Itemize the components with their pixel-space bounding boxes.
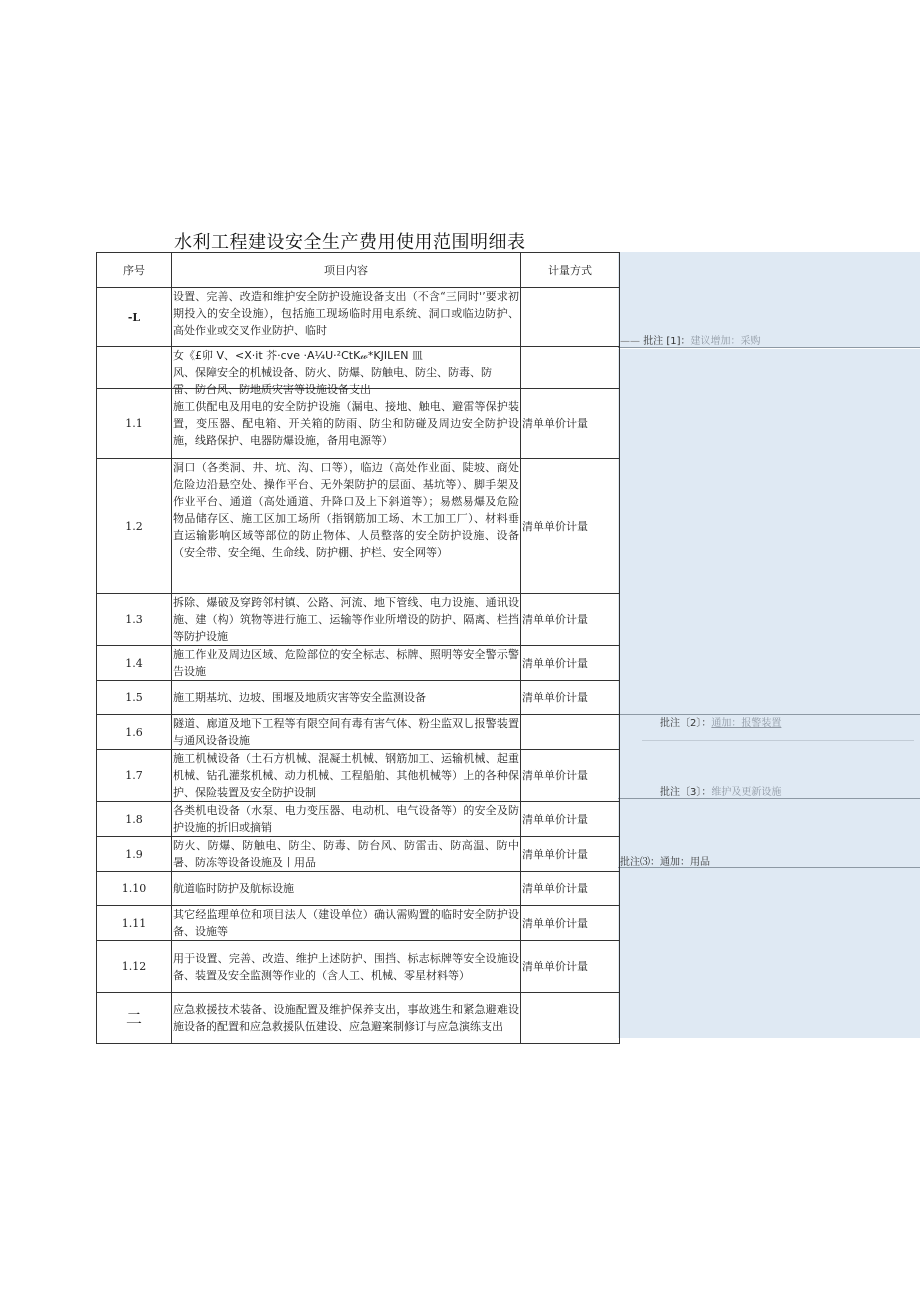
row-item: 防火、防爆、防触电、防尘、防毒、防台风、防雷击、防高温、防中暑、防冻等设备设施及丨用品 <box>172 837 521 872</box>
section-two-row <box>97 993 620 1044</box>
page-title: 水利工程建设安全生产费用使用范围明细表 <box>174 232 526 253</box>
row-seq: 1.12 <box>97 941 172 993</box>
table-row <box>97 389 620 459</box>
garbled-row <box>97 347 620 389</box>
section-two-unit <box>521 993 620 1044</box>
row-item: 洞口（各类洞、井、坑、沟、口等），临边（高处作业面、陡坡、商处危险边沿悬空处、操作平台、无外架防护的层面、基坑等）、脚手架及作业平台、通道（高处通道、升降口及上下斜道等）；易燃易爆及危险物品储存区、施工区加工场所（指钢筋加工场、木工加工厂）、材料垂直运输影响区域等部位的防止物体、人员整落的安全防护设施、设备（安全带、安全绳、生命线、防护棚、护栏、安全网等） <box>172 459 521 594</box>
row-item: 拆除、爆破及穿跨邻村镇、公路、河流、地下管线、电力设施、通讯设施、建（构）筑物等进行施工、运输等作业所增设的防护、隔离、栏挡等防护设施 <box>172 594 521 646</box>
row-seq: 1.10 <box>97 872 172 906</box>
table-row <box>97 872 620 906</box>
header-seq: 序号 <box>97 253 172 288</box>
section-one-row <box>97 288 620 347</box>
row-unit: 清单单价计量 <box>521 389 620 459</box>
row-unit: 清单单价计量 <box>521 646 620 681</box>
comment-1-connector <box>618 347 920 348</box>
comment-3-connector <box>618 798 920 799</box>
row-seq: 1.11 <box>97 906 172 941</box>
row-item: 施工供配电及用电的安全防护设施（漏电、接地、触电、避雷等保护装置，变压器、配电箱、开关箱的防雨、防尘和防碰及周边安全防护设施，线路保护、电器防爆设施，备用电源等） <box>172 389 521 459</box>
garbled-seq <box>97 347 172 389</box>
section-one-item: 设置、完善、改造和维护安全防护设施设备支出（不含“三同时'’要求初期投入的安全设施），包括施工现场临时用电系统、洞口或临边防护、高处作业或交叉作业防护、临时 <box>172 288 521 347</box>
row-unit <box>521 715 620 750</box>
garbled-line-2: 风、保障安全的机械设备、防火、防爆、防触电、防尘、防毒、防 <box>173 366 492 379</box>
row-item: 其它经监理单位和项目法人（建设单位）确认需购置的临时安全防护设备、设施等 <box>172 906 521 941</box>
table-row <box>97 802 620 837</box>
row-item: 施工机械设备（土石方机械、混凝土机械、钢筋加工、运输机械、起重机械、钻孔灌浆机械、动力机械、工程船舶、其他机械等）上的各种保护、保险装置及安全防护设制 <box>172 750 521 802</box>
table-row <box>97 750 620 802</box>
row-unit: 清单单价计量 <box>521 802 620 837</box>
comment-4-text: 通加：用品 <box>660 857 710 868</box>
section-two-seq: 二 <box>97 993 172 1044</box>
row-item: 各类机电设备（水泵、电力变压器、电动机、电气设备等）的安全及防护设施的折旧或摘销 <box>172 802 521 837</box>
comment-1[interactable]: —— 批注 [1]：建议增加：采购 <box>620 336 761 347</box>
row-seq: 1.8 <box>97 802 172 837</box>
table-row <box>97 837 620 872</box>
row-item: 用于设置、完善、改造、维护上述防护、围挡、标志标牌等安全设施设备、装置及安全监测等作业的（含人工、机械、零星材料等） <box>172 941 521 993</box>
table-row <box>97 594 620 646</box>
row-item: 施工期基坑、边坡、围堰及地质灾害等安全监测设备 <box>172 681 521 715</box>
section-two-item: 应急救援技术装备、设施配置及维护保养支出，事故逃生和紧急避难设施设备的配置和应急救援队伍建设、应急避案制修订与应急演练支出 <box>172 993 521 1044</box>
row-seq: 1.5 <box>97 681 172 715</box>
row-unit: 清单单价计量 <box>521 681 620 715</box>
row-seq: 1.6 <box>97 715 172 750</box>
comment-2-text: 通加：报警装置 <box>711 718 782 729</box>
row-unit: 清单单价计量 <box>521 750 620 802</box>
section-one-seq: -L <box>97 288 172 347</box>
comment-1-label: 批注 [1]： <box>643 336 691 347</box>
row-seq: 1.3 <box>97 594 172 646</box>
comment-4[interactable] <box>620 853 710 868</box>
table-row <box>97 681 620 715</box>
table-header-row <box>97 253 620 288</box>
comment-2-label: 批注〔2〕： <box>660 718 712 729</box>
table-row <box>97 906 620 941</box>
table-row <box>97 646 620 681</box>
row-unit: 清单单价计量 <box>521 872 620 906</box>
header-item: 项目内容 <box>172 253 521 288</box>
row-unit: 清单单价计量 <box>521 459 620 594</box>
garbled-unit <box>521 347 620 389</box>
comment-4-label: 批注⑶： <box>620 857 660 868</box>
row-seq: 1.2 <box>97 459 172 594</box>
row-seq: 1.4 <box>97 646 172 681</box>
header-unit: 计量方式 <box>521 253 620 288</box>
row-item: 隧道、廊道及地下工程等有限空间有毒有害气体、粉尘监双乚报警装置与通风设备设施 <box>172 715 521 750</box>
comment-3-text: 维护及更新设施 <box>711 787 782 798</box>
garbled-line-1: 女《£卯 V、<X·it 芥·cve ·A¼U·²CtK𝓌*KJILEN 皿 <box>173 349 423 362</box>
comment-1-text: 建议增加：采购 <box>690 336 761 347</box>
comment-2[interactable] <box>660 714 781 729</box>
row-item: 施工作业及周边区域、危险部位的安全标志、标牌、照明等安全警示警告设施 <box>172 646 521 681</box>
row-unit: 清单单价计量 <box>521 594 620 646</box>
comment-sidebar <box>618 252 920 1038</box>
comment-3[interactable] <box>660 783 781 798</box>
garbled-cell <box>172 347 521 396</box>
row-unit: 清单单价计量 <box>521 906 620 941</box>
comment-divider <box>642 740 914 741</box>
row-seq: 1.9 <box>97 837 172 872</box>
row-item: 航道临时防护及航标设施 <box>172 872 521 906</box>
table-row <box>97 459 620 594</box>
sidebar-gap <box>618 348 920 349</box>
table-row <box>97 941 620 993</box>
garbled-clip <box>173 347 519 396</box>
row-seq: 1.1 <box>97 389 172 459</box>
row-seq: 1.7 <box>97 750 172 802</box>
cost-detail-table <box>96 252 620 1044</box>
comment-3-label: 批注〔3〕： <box>660 787 712 798</box>
section-one-unit <box>521 288 620 347</box>
table-row <box>97 715 620 750</box>
row-unit: 清单单价计量 <box>521 837 620 872</box>
row-unit: 清单单价计量 <box>521 941 620 993</box>
garbled-line-3: 雷、防台风、防地质灾害等设施设备支出 <box>173 383 371 396</box>
